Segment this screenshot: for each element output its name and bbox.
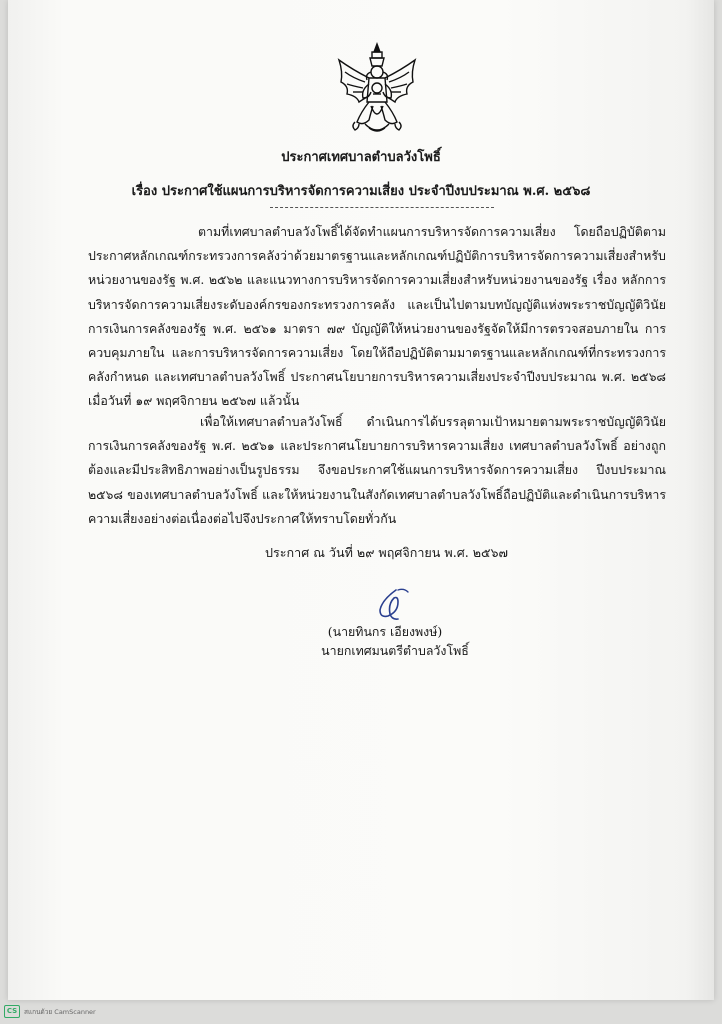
- garuda-emblem-icon: [335, 42, 419, 138]
- signer-name: (นายทินกร เอียงพงษ์): [327, 624, 443, 639]
- camscanner-logo-icon: CS: [4, 1005, 20, 1018]
- scanner-footer: [4, 1005, 96, 1018]
- signature-mark: [368, 586, 414, 622]
- subject-line: เรื่อง ประกาศใช้แผนการบริหารจัดการความเสี่ยง ประจำปีงบประมาณ พ.ศ. ๒๕๖๘: [131, 184, 591, 199]
- body-paragraph-2: เพื่อให้เทศบาลตำบลวังโพธิ์ ดำเนินการได้บรรลุตามเป้าหมายตามพระราชบัญญัติวินัยการเงินการคลังของรัฐ พ.ศ. ๒๕๖๑ และประกาศนโยบายการบริหารความเสี่ยง เทศบาลตำบลวังโพธิ์ อย่างถูกต้องและมีประสิทธิภาพอย่างเป็นรูปธรรม จึงขอประกาศใช้แผนการบริหารจัดการความเสี่ยง ปีงบประมาณ ๒๕๖๘ ของเทศบาลตำบลวังโพธิ์ และให้หน่วยงานในสังกัดเทศบาลตำบลวังโพธิ์ถือปฏิบัติและดำเนินการบริหารความเสี่ยงอย่างต่อเนื่องต่อไปจึงประกาศให้ทราบโดยทั่วกัน: [88, 414, 666, 526]
- announcement-dateline: ประกาศ ณ วันที่ ๒๙ พฤศจิกายน พ.ศ. ๒๕๖๗: [265, 545, 509, 560]
- issuer-title: ประกาศเทศบาลตำบลวังโพธิ์: [281, 150, 441, 165]
- scanner-watermark-text: สแกนด้วย CamScanner: [24, 1007, 96, 1016]
- signer-position: นายกเทศมนตรีตำบลวังโพธิ์: [321, 643, 469, 658]
- body-paragraph-1: ตามที่เทศบาลตำบลวังโพธิ์ได้จัดทำแผนการบริหารจัดการความเสี่ยง โดยถือปฏิบัติตามประกาศหลักเกณฑ์กระทรวงการคลังว่าด้วยมาตรฐานและหลักเกณฑ์ปฏิบัติการบริหารจัดการความเสี่ยงสำหรับหน่วยงานของรัฐ พ.ศ. ๒๕๖๒ และแนวทางการบริหารจัดการความเสี่ยงสำหรับหน่วยงานของรัฐ เรื่อง หลักการบริหารจัดการความเสี่ยงระดับองค์กรของกระทรวงการคลัง และเป็นไปตามบทบัญญัติแห่งพระราชบัญญัติวินัยการเงินการคลังของรัฐ พ.ศ. ๒๕๖๑ มาตรา ๗๙ บัญญัติให้หน่วยงานของรัฐจัดให้มีการตรวจสอบภายใน การควบคุมภายใน และการบริหารจัดการความเสี่ยง โดยให้ถือปฏิบัติตามมาตรฐานและหลักเกณฑ์ที่กระทรวงการคลังกำหนด และเทศบาลตำบลวังโพธิ์ ประกาศนโยบายการบริหารความเสี่ยงประจำปีงบประมาณ พ.ศ. ๒๕๖๘ เมื่อวันที่ ๑๙ พฤศจิกายน ๒๕๖๗ แล้วนั้น: [88, 224, 666, 409]
- document-page: [8, 0, 714, 1000]
- title-divider: [270, 207, 494, 208]
